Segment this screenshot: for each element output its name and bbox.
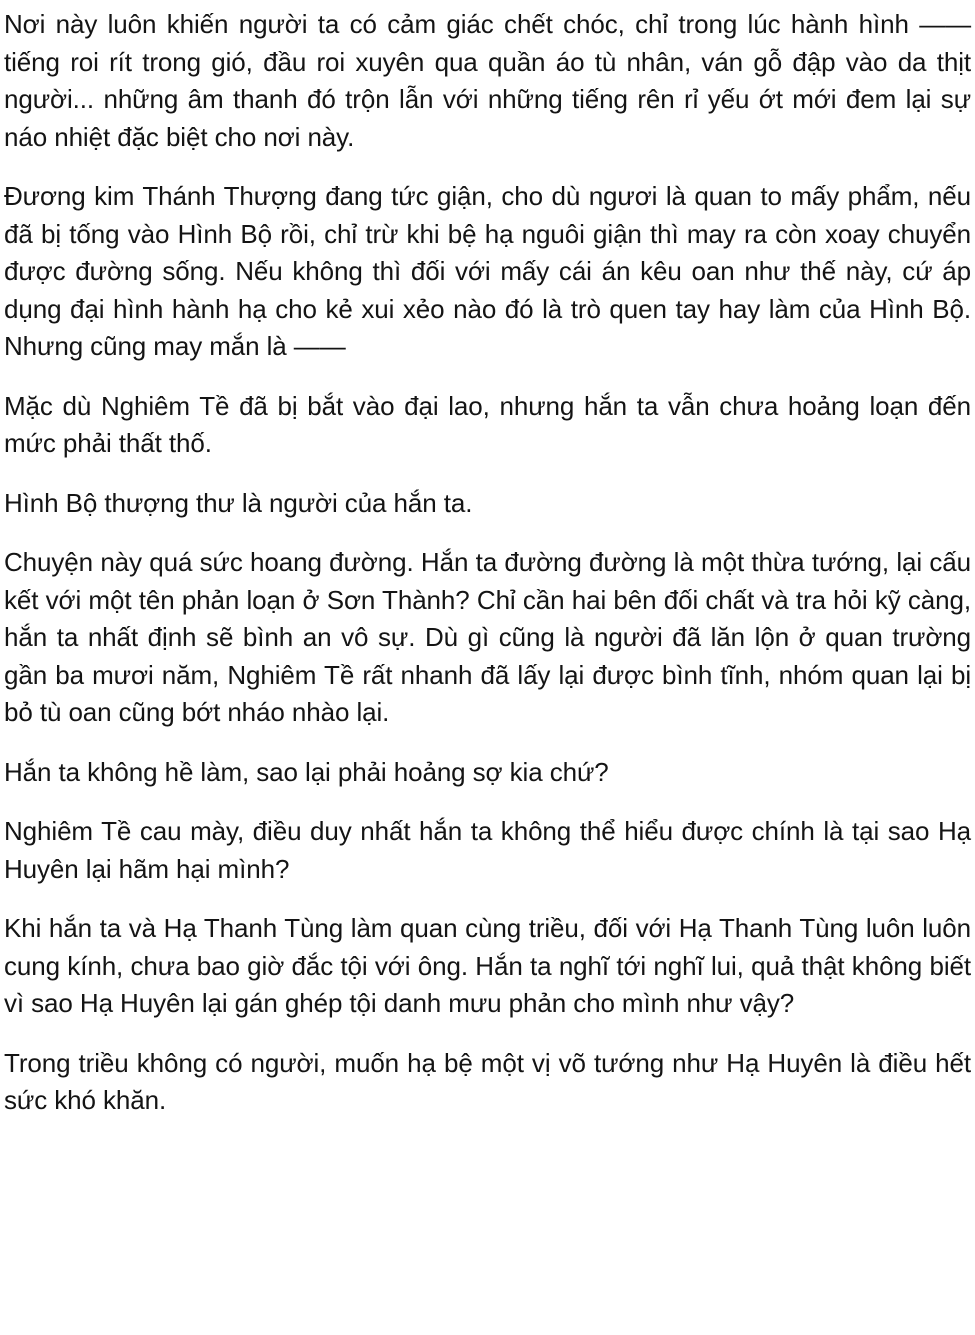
paragraph-3: Mặc dù Nghiêm Tề đã bị bắt vào đại lao, nhưng hắn ta vẫn chưa hoảng loạn đến mức phải thất thố. bbox=[4, 390, 971, 458]
paragraph-2: Đương kim Thánh Thượng đang tức giận, cho dù ngươi là quan to mấy phẩm, nếu đã bị tống vào Hình Bộ rồi, chỉ trừ khi bệ hạ nguôi giận thì may ra còn xoay chuyển được đường sống. Nếu không thì đối với mấy cái án kêu oan như thế này, cứ áp dụng đại hình hành hạ cho kẻ xui xẻo nào đó là trò quen tay hay làm của Hình Bộ. Nhưng cũng may mắn là —— bbox=[4, 181, 971, 361]
paragraph-6: Hắn ta không hề làm, sao lại phải hoảng sợ kia chứ? bbox=[4, 756, 609, 787]
paragraph-9: Trong triều không có người, muốn hạ bệ một vị võ tướng như Hạ Huyên là điều hết sức khó khăn. bbox=[4, 1047, 971, 1115]
paragraph-7: Nghiêm Tề cau mày, điều duy nhất hắn ta không thể hiểu được chính là tại sao Hạ Huyên lại hãm hại mình? bbox=[4, 816, 971, 884]
paragraph-1: Nơi này luôn khiến người ta có cảm giác chết chóc, chỉ trong lúc hành hình —— tiếng roi rít trong gió, đầu roi xuyên qua quần áo tù nhân, ván gỗ đập vào da thịt người... những âm thanh đó trộn lẫn với những tiếng rên rỉ yếu ớt mới đem lại sự náo nhiệt đặc biệt cho nơi này. bbox=[4, 9, 971, 152]
paragraph-8: Khi hắn ta và Hạ Thanh Tùng làm quan cùng triều, đối với Hạ Thanh Tùng luôn luôn cung kính, chưa bao giờ đắc tội với ông. Hắn ta nghĩ tới nghĩ lui, quả thật không biết vì sao Hạ Huyên lại gán ghép tội danh mưu phản cho mình như vậy? bbox=[4, 913, 971, 1018]
paragraph-5: Chuyện này quá sức hoang đường. Hắn ta đường đường là một thừa tướng, lại cấu kết với một tên phản loạn ở Sơn Thành? Chỉ cần hai bên đối chất và tra hỏi kỹ càng, hắn ta nhất định sẽ bình an vô sự. Dù gì cũng là người đã lăn lộn ở quan trường gần ba mươi năm, Nghiêm Tề rất nhanh đã lấy lại được bình tĩnh, nhóm quan lại bị bỏ tù oan cũng bớt nháo nhào lại. bbox=[4, 547, 971, 727]
paragraph-4: Hình Bộ thượng thư là người của hắn ta. bbox=[4, 487, 473, 518]
